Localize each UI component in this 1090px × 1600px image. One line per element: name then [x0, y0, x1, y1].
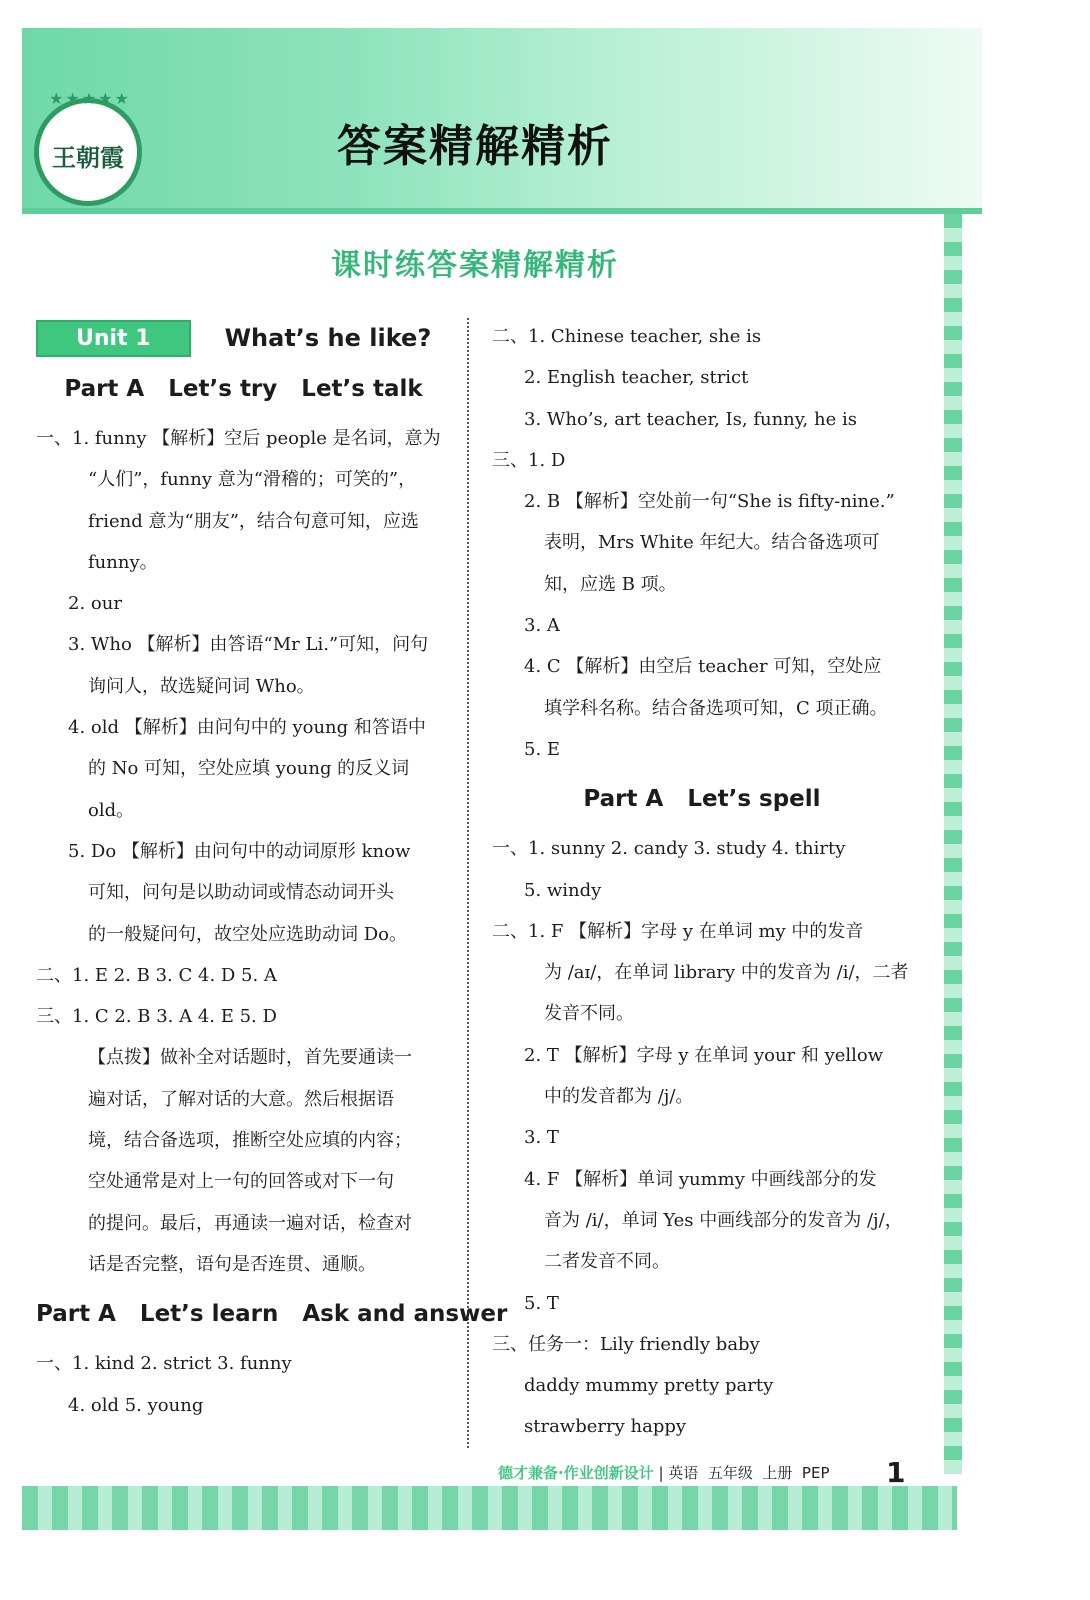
answer-line: 5. T [524, 1292, 559, 1314]
answer-line: 5. Do 【解析】由问句中的动词原形 know [68, 840, 411, 862]
answer-line: “人们”，funny 意为“滑稽的；可笑的”， [88, 469, 417, 491]
answer-line: 3. Who’s, art teacher, Is, funny, he is [524, 408, 857, 430]
answer-line: 二、1. E 2. B 3. C 4. D 5. A [36, 964, 277, 986]
answer-line: 2. T 【解析】字母 y 在单词 your 和 yellow [524, 1044, 884, 1066]
left-answer-list [36, 360, 508, 1426]
left-column [36, 316, 508, 1426]
answer-line: 二、1. F 【解析】字母 y 在单词 my 中的发音 [492, 920, 864, 942]
unit-title: What’s he like? [224, 324, 432, 352]
answer-line: 音为 /i/，单词 Yes 中画线部分的发音为 /j/， [544, 1209, 903, 1231]
answer-line: 4. old 【解析】由问句中的 young 和答语中 [68, 717, 426, 739]
answer-line: old。 [88, 799, 135, 821]
answer-line: 三、1. D [492, 449, 566, 471]
answer-line: 的提问。最后，再通读一遍对话，检查对 [88, 1212, 412, 1234]
answer-line: 话是否完整，语句是否连贯、通顺。 [88, 1253, 376, 1275]
page-title: 答案精解精析 [337, 121, 613, 172]
right-column [492, 316, 912, 1448]
answer-line: 三、任务一：Lily friendly baby [492, 1333, 760, 1355]
answer-line: 2. English teacher, strict [524, 367, 749, 389]
answer-line: funny。 [88, 551, 158, 573]
decorative-right-border [944, 214, 962, 1474]
answer-line: 的 No 可知，空处应填 young 的反义词 [88, 758, 410, 780]
answer-line: 4. F 【解析】单词 yummy 中画线部分的发 [524, 1168, 877, 1190]
answer-line: daddy mummy pretty party [524, 1375, 774, 1397]
answer-line: 一、1. funny 【解析】空后 people 是名词，意为 [36, 428, 441, 449]
brand-logo [34, 89, 142, 206]
answer-line: 二、1. Chinese teacher, she is [492, 326, 762, 347]
answer-line: 境，结合备选项，推断空处应填的内容； [88, 1130, 412, 1152]
unit-heading [36, 316, 451, 360]
footer-info: | 英语 五年级 上册 PEP [658, 1464, 830, 1482]
footer-series: 德才兼备·作业创新设计 [498, 1464, 654, 1482]
answer-line: 中的发音都为 /j/。 [544, 1086, 694, 1108]
answer-line: 3. T [524, 1127, 559, 1149]
part-heading: Part A Let’s spell [583, 786, 821, 813]
page-footer [498, 1462, 829, 1483]
decorative-bottom-band [22, 1486, 957, 1530]
answer-line: 知，应选 B 项。 [544, 573, 677, 595]
answer-line: 4. old 5. young [68, 1394, 204, 1416]
answer-line: 4. C 【解析】由空后 teacher 可知，空处应 [524, 656, 882, 678]
answer-line: 可知，问句是以助动词或情态动词开头 [88, 882, 394, 904]
right-answer-list [492, 316, 912, 1448]
answer-line: 2. B 【解析】空处前一句“She is fifty-nine.” [524, 491, 895, 513]
answer-line: 3. Who 【解析】由答语“Mr Li.”可知，问句 [68, 634, 429, 656]
answer-line: 一、1. kind 2. strict 3. funny [36, 1353, 292, 1375]
answer-line: 空处通常是对上一句的回答或对下一句 [88, 1171, 394, 1193]
section-subtitle: 课时练答案精解精析 [331, 248, 619, 283]
unit-badge: Unit 1 [36, 320, 191, 357]
answer-line: friend 意为“朋友”，结合句意可知，应选 [88, 510, 419, 532]
answer-line: 5. E [524, 738, 561, 760]
answer-line: strawberry happy [524, 1416, 687, 1438]
answer-line: 的一般疑问句，故空处应选助动词 Do。 [88, 923, 407, 945]
answer-line: 三、1. C 2. B 3. A 4. E 5. D [36, 1006, 277, 1028]
answer-line: 3. A [524, 615, 560, 637]
answer-line: 二者发音不同。 [544, 1251, 670, 1273]
answer-line: 遍对话，了解对话的大意。然后根据语 [88, 1088, 394, 1110]
answer-line: 一、1. sunny 2. candy 3. study 4. thirty [492, 838, 846, 860]
column-divider [467, 318, 469, 1448]
answer-line: 为 /aɪ/，在单词 library 中的发音为 /i/，二者 [544, 962, 909, 984]
answer-line: 2. our [68, 593, 122, 615]
answer-line: 表明，Mrs White 年纪大。结合备选项可 [544, 532, 880, 554]
answer-line: 发音不同。 [544, 1003, 634, 1025]
answer-line: 询问人，故选疑问词 Who。 [88, 675, 315, 697]
answer-line: 【点拨】做补全对话题时，首先要通读一 [88, 1047, 412, 1069]
part-heading: Part A Let’s try Let’s talk [64, 376, 423, 402]
answer-line: 填学科名称。结合备选项可知，C 项正确。 [544, 697, 888, 719]
answer-line: 5. windy [524, 879, 602, 901]
part-heading: Part A Let’s learn Ask and answer [36, 1301, 508, 1328]
star-icon: ★★★★★ [49, 89, 131, 108]
page-number: 1 [886, 1456, 906, 1489]
logo-brand-text: 王朝霞 [52, 142, 124, 172]
